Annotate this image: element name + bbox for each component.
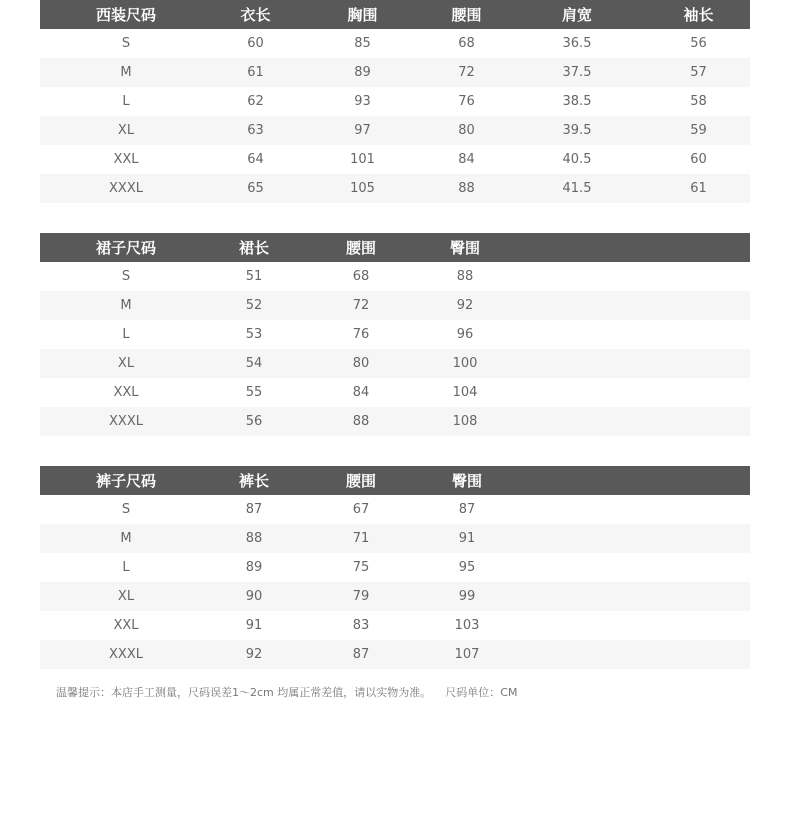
- header-cell-empty: [504, 233, 647, 262]
- table-row: [40, 145, 750, 174]
- table-cell: XXXL: [40, 174, 212, 203]
- header-cell-size: 西装尺码: [40, 0, 212, 29]
- table-cell: [508, 524, 647, 553]
- table-row: [40, 291, 750, 320]
- table-cell: [508, 495, 647, 524]
- table-cell: 52: [212, 291, 296, 320]
- table-cell: 65: [212, 174, 299, 203]
- table-cell: 56: [690, 36, 707, 51]
- table-cell: 93: [354, 94, 371, 109]
- table-cell: 75: [352, 560, 370, 575]
- header-cell-length: 裙长: [212, 233, 296, 262]
- table-cell: [508, 640, 647, 669]
- table-cell: 95: [458, 560, 476, 575]
- table-cell: [508, 553, 647, 582]
- table-cell: M: [40, 58, 212, 87]
- table-cell: 40.5: [562, 152, 592, 167]
- table-row: [40, 349, 750, 378]
- table-cell: 76: [458, 94, 475, 109]
- header-cell-empty: [508, 466, 647, 495]
- table-row: [40, 407, 750, 436]
- table-row: [40, 29, 750, 58]
- table-cell: 88: [212, 524, 296, 553]
- table-cell: 80: [296, 349, 426, 378]
- table-cell: 101: [350, 152, 375, 167]
- table-row: [40, 116, 750, 145]
- header-cell-hip: 臀围: [426, 466, 508, 495]
- table-cell: [504, 349, 647, 378]
- table-row: [40, 640, 750, 669]
- table-header-row: [40, 466, 750, 495]
- table-cell: 92: [212, 640, 296, 669]
- table-cell: 39.5: [507, 116, 647, 145]
- table-cell: 51: [245, 269, 263, 284]
- table-cell: 99: [426, 582, 508, 611]
- table-cell: L: [122, 327, 130, 342]
- table-cell: 92: [426, 291, 504, 320]
- header-cell-size: 裙子尺码: [40, 233, 212, 262]
- table-cell: XXL: [113, 618, 139, 633]
- table-cell: 87: [245, 502, 263, 517]
- header-cell-size: 裤子尺码: [40, 466, 212, 495]
- measurement-footnote: [56, 684, 517, 700]
- header-cell-empty: [647, 466, 750, 495]
- table-cell: XXL: [113, 152, 139, 167]
- table-cell: 79: [296, 582, 426, 611]
- table-cell: [508, 611, 647, 640]
- table-row: [40, 174, 750, 203]
- table-row: [40, 87, 750, 116]
- table-cell: [647, 553, 750, 582]
- table-cell: [647, 407, 750, 436]
- table-cell: 89: [299, 58, 426, 87]
- table-cell: 107: [426, 640, 508, 669]
- table-cell: 87: [458, 502, 476, 517]
- table-cell: [647, 640, 750, 669]
- pants-size-table: [40, 466, 750, 669]
- table-cell: 60: [247, 36, 264, 51]
- table-cell: XXXL: [40, 407, 212, 436]
- table-cell: 88: [456, 269, 474, 284]
- table-cell: 104: [452, 385, 478, 400]
- table-cell: 76: [352, 327, 370, 342]
- table-cell: 67: [352, 502, 370, 517]
- table-cell: 80: [426, 116, 507, 145]
- table-cell: L: [122, 560, 130, 575]
- table-row: [40, 378, 750, 407]
- header-cell-length: 裤长: [212, 466, 296, 495]
- table-cell: 91: [245, 618, 263, 633]
- table-cell: [504, 378, 647, 407]
- header-cell-waist: 腰围: [296, 233, 426, 262]
- table-cell: XL: [40, 116, 212, 145]
- table-cell: 53: [245, 327, 263, 342]
- table-row: [40, 495, 750, 524]
- table-cell: 63: [212, 116, 299, 145]
- table-cell: 88: [296, 407, 426, 436]
- table-cell: S: [121, 36, 131, 51]
- table-cell: 84: [352, 385, 370, 400]
- table-cell: [647, 320, 750, 349]
- table-cell: XXXL: [40, 640, 212, 669]
- suit-size-table: [40, 0, 750, 203]
- table-cell: [504, 320, 647, 349]
- table-cell: 54: [212, 349, 296, 378]
- table-cell: 64: [247, 152, 264, 167]
- table-cell: L: [122, 94, 130, 109]
- table-header-row: [40, 233, 750, 262]
- table-row: [40, 582, 750, 611]
- table-cell: 61: [647, 174, 750, 203]
- table-cell: 36.5: [562, 36, 592, 51]
- table-cell: [647, 291, 750, 320]
- table-cell: [647, 495, 750, 524]
- table-cell: 97: [299, 116, 426, 145]
- measurement-tip: 温馨提示：本店手工测量，尺码误差1～2cm 均属正常差值，请以实物为准。: [56, 686, 432, 699]
- table-cell: 37.5: [507, 58, 647, 87]
- header-cell-hip: 臀围: [426, 233, 504, 262]
- table-cell: 87: [296, 640, 426, 669]
- table-cell: 88: [426, 174, 507, 203]
- table-row: [40, 524, 750, 553]
- table-cell: 96: [456, 327, 474, 342]
- table-cell: 85: [354, 36, 371, 51]
- table-cell: 72: [426, 58, 507, 87]
- header-cell-length: 衣长: [212, 0, 299, 29]
- table-cell: M: [40, 291, 212, 320]
- table-cell: 83: [352, 618, 370, 633]
- table-cell: S: [121, 269, 131, 284]
- table-cell: 60: [690, 152, 707, 167]
- table-cell: [647, 524, 750, 553]
- table-row: [40, 58, 750, 87]
- table-header-row: [40, 0, 750, 29]
- table-cell: 62: [247, 94, 264, 109]
- table-cell: [504, 291, 647, 320]
- table-cell: S: [121, 502, 131, 517]
- skirt-size-table: [40, 233, 750, 436]
- table-cell: [647, 582, 750, 611]
- table-cell: 59: [647, 116, 750, 145]
- header-cell-waist: 腰围: [426, 0, 507, 29]
- table-cell: 41.5: [507, 174, 647, 203]
- table-cell: 72: [296, 291, 426, 320]
- table-cell: 58: [690, 94, 707, 109]
- header-cell-shoulder: 肩宽: [507, 0, 647, 29]
- table-row: [40, 262, 750, 291]
- table-cell: 103: [454, 618, 480, 633]
- table-cell: 105: [299, 174, 426, 203]
- table-cell: XXL: [113, 385, 139, 400]
- table-cell: 68: [458, 36, 475, 51]
- table-cell: 90: [212, 582, 296, 611]
- table-cell: 89: [245, 560, 263, 575]
- table-cell: 68: [352, 269, 370, 284]
- table-cell: [504, 262, 647, 291]
- table-cell: M: [40, 524, 212, 553]
- table-cell: 61: [212, 58, 299, 87]
- table-cell: [647, 378, 750, 407]
- table-row: [40, 611, 750, 640]
- table-cell: 56: [212, 407, 296, 436]
- table-cell: 71: [296, 524, 426, 553]
- header-cell-chest: 胸围: [299, 0, 426, 29]
- table-cell: 108: [426, 407, 504, 436]
- table-cell: 84: [458, 152, 475, 167]
- table-cell: [647, 349, 750, 378]
- header-cell-empty: [647, 233, 750, 262]
- table-cell: 55: [245, 385, 263, 400]
- table-cell: [647, 262, 750, 291]
- header-cell-sleeve: 袖长: [647, 0, 750, 29]
- header-cell-waist: 腰围: [296, 466, 426, 495]
- table-cell: 91: [426, 524, 508, 553]
- size-unit: 尺码单位：CM: [445, 686, 518, 699]
- table-cell: XL: [40, 349, 212, 378]
- table-cell: [647, 611, 750, 640]
- table-cell: [504, 407, 647, 436]
- table-cell: 57: [647, 58, 750, 87]
- table-cell: 100: [426, 349, 504, 378]
- table-row: [40, 553, 750, 582]
- table-cell: [508, 582, 647, 611]
- table-row: [40, 320, 750, 349]
- table-cell: XL: [40, 582, 212, 611]
- table-cell: 38.5: [562, 94, 592, 109]
